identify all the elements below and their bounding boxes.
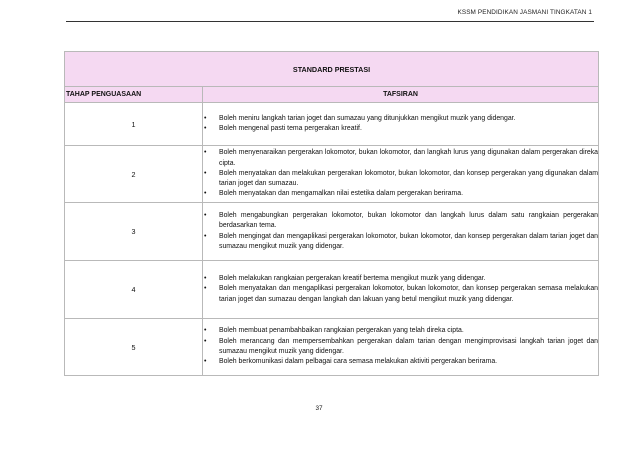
list-item-text: Boleh menyatakan dan mengamalkan nilai estetika dalam pergerakan berirama. — [219, 190, 463, 198]
list-item-text: Boleh berkomunikasi dalam pelbagai cara semasa melakukan aktiviti pergerakan berirama. — [219, 358, 498, 366]
bullet-icon: • — [204, 285, 207, 293]
header-rule — [66, 21, 594, 22]
level-cell: 1 — [65, 103, 203, 146]
list-item — [203, 274, 598, 284]
list-item-text: Boleh meniru langkah tarian joget dan sumazau yang ditunjukkan mengikut muzik yang didengar. — [219, 114, 516, 122]
list-item-text: Boleh menyatakan dan mengaplikasi pergerakan lokomotor, bukan lokomotor, dan konsep pergerakan semasa melakukan tarian joget dan sumazau dengan langkah dan lakuan yang betul mengikut muzik yang didengar. — [219, 285, 599, 303]
list-item — [203, 326, 598, 336]
description-list — [203, 211, 598, 252]
bullet-icon: • — [204, 275, 207, 283]
table-row — [65, 319, 599, 376]
table-title: STANDARD PRESTASI — [65, 52, 599, 87]
description-list — [203, 148, 598, 199]
bullet-icon: • — [204, 211, 207, 219]
table-title-row — [65, 52, 599, 87]
level-cell: 4 — [65, 261, 203, 319]
list-item — [203, 337, 598, 358]
list-item — [203, 284, 598, 305]
level-cell: 2 — [65, 146, 203, 203]
list-item-text: Boleh mengingat dan mengaplikasi pergerakan lokomotor, bukan lokomotor, dan konsep pergerakan dalam tarian joget dan sumazau mengikut muzik yang didengar. — [219, 232, 599, 250]
list-item — [203, 148, 598, 169]
table-header-row — [65, 87, 599, 103]
list-item — [203, 189, 598, 199]
list-item — [203, 211, 598, 232]
column-header-description: TAFSIRAN — [203, 87, 599, 103]
bullet-icon: • — [204, 337, 207, 345]
table-row — [65, 103, 599, 146]
bullet-icon: • — [204, 232, 207, 240]
bullet-icon: • — [204, 358, 207, 366]
bullet-icon: • — [204, 169, 207, 177]
list-item-text: Boleh melakukan rangkaian pergerakan kreatif bertema mengikut muzik yang didengar. — [219, 275, 486, 283]
list-item — [203, 232, 598, 253]
table-body — [65, 103, 599, 376]
table-row — [65, 146, 599, 203]
list-item — [203, 124, 598, 134]
description-list — [203, 274, 598, 305]
bullet-icon: • — [204, 327, 207, 335]
list-item-text: Boleh mengabungkan pergerakan lokomotor, bukan lokomotor dan langkah lurus dalam satu rangkaian pergerakan berdasarkan tema. — [219, 211, 599, 230]
list-item-text: Boleh menyatakan dan melakukan pergerakan lokomotor, bukan lokomotor, dan konsep pergerakan yang digunakan dalam tarian joget dan sumazau. — [219, 169, 599, 188]
description-cell — [203, 203, 599, 261]
description-cell — [203, 261, 599, 319]
description-list — [203, 326, 598, 367]
list-item-text: Boleh merancang dan mempersembahkan pergerakan dalam tarian dengan mengimprovisasi langkah tarian joget dan sumazau mengikut muzik yang didengar. — [219, 337, 599, 355]
list-item — [203, 169, 598, 190]
description-list — [203, 114, 598, 135]
table-row — [65, 261, 599, 319]
description-cell — [203, 103, 599, 146]
running-header: KSSM PENDIDIKAN JASMANI TINGKATAN 1 — [457, 9, 592, 16]
level-cell: 5 — [65, 319, 203, 376]
table-row — [65, 203, 599, 261]
description-cell — [203, 319, 599, 376]
bullet-icon: • — [204, 114, 207, 122]
list-item-text: Boleh membuat penambahbaikan rangkaian pergerakan yang telah direka cipta. — [219, 327, 464, 335]
page-number: 37 — [315, 405, 323, 412]
list-item — [203, 114, 598, 124]
bullet-icon: • — [204, 125, 207, 132]
level-cell: 3 — [65, 203, 203, 261]
bullet-icon: • — [204, 190, 207, 198]
standard-prestasi-table — [64, 51, 599, 376]
list-item-text: Boleh mengenal pasti tema pergerakan kreatif. — [219, 125, 362, 132]
column-header-level: TAHAP PENGUASAAN — [65, 87, 203, 103]
description-cell — [203, 146, 599, 203]
list-item-text: Boleh menyenaraikan pergerakan lokomotor, bukan lokomotor, dan langkah lurus yang digunakan dalam pergerakan direka cipta. — [219, 149, 599, 167]
list-item — [203, 357, 598, 367]
bullet-icon: • — [204, 149, 207, 157]
